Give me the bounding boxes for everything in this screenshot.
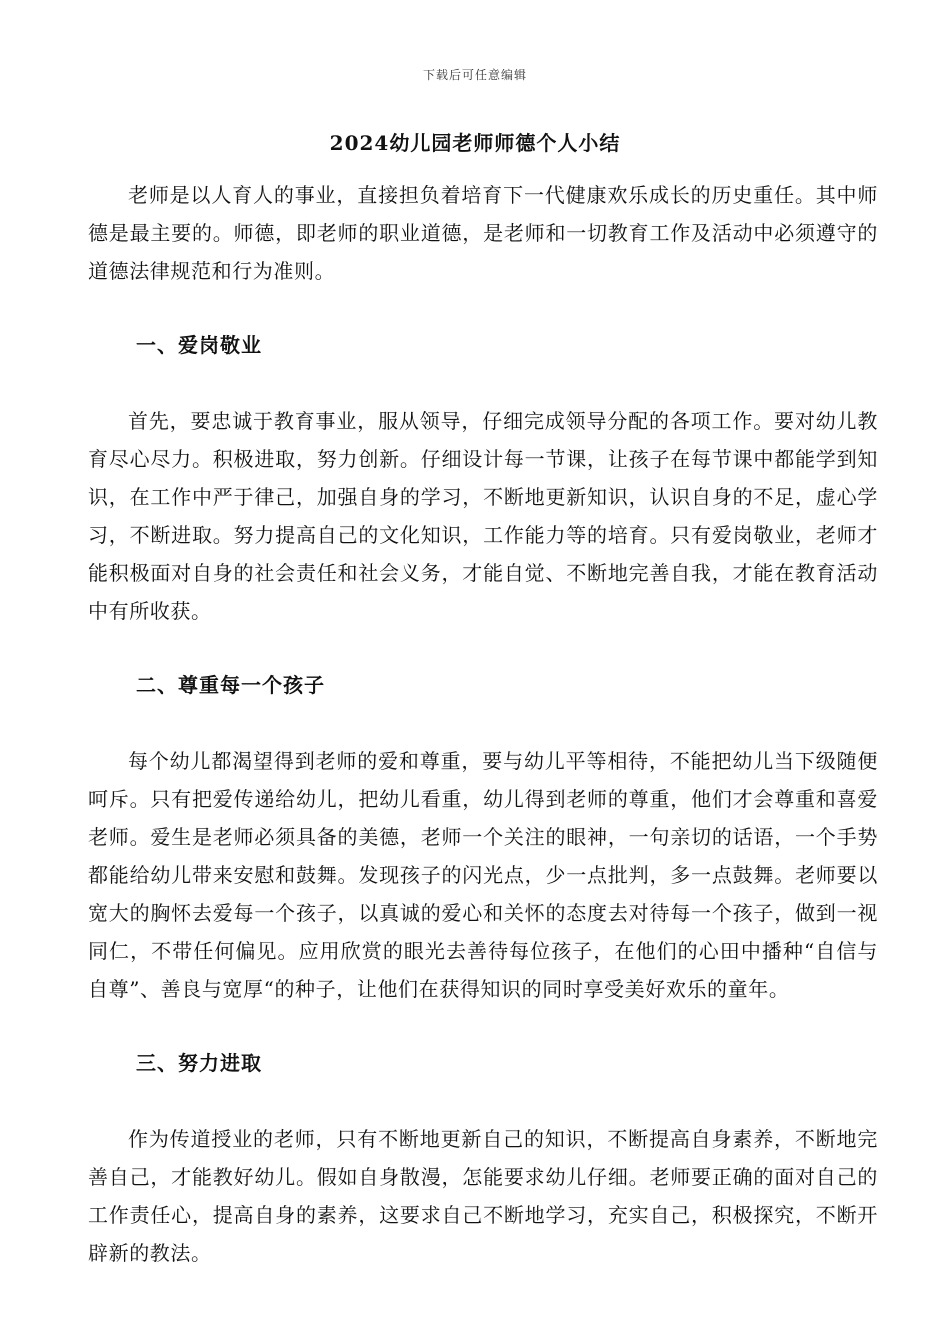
section-heading-3: 三、努力进取 [136, 1051, 262, 1075]
section-heading-1: 一、爱岗敬业 [136, 333, 262, 357]
section-body-1: 首先，要忠诚于教育事业，服从领导，仔细完成领导分配的各项工作。要对幼儿教育尽心尽力。积极进取，努力创新。仔细设计每一节课，让孩子在每节课中都能学到知识，在工作中严于律己，加强自身的学习，不断地更新知识，认识自身的不足，虚心学习，不断进取。努力提高自己的文化知识，工作能力等的培育。只有爱岗敬业，老师才能积极面对自身的社会责任和社会义务，才能自觉、不断地完善自我，才能在教育活动中有所收获。 [88, 409, 878, 623]
section-heading-2: 二、尊重每一个孩子 [136, 673, 325, 697]
intro-paragraph: 老师是以人育人的事业，直接担负着培育下一代健康欢乐成长的历史重任。其中师德是最主要的。师德，即老师的职业道德，是老师和一切教育工作及活动中必须遵守的道德法律规范和行为准则。 [88, 183, 878, 283]
section-body-2: 每个幼儿都渴望得到老师的爱和尊重，要与幼儿平等相待，不能把幼儿当下级随便呵斥。只有把爱传递给幼儿，把幼儿看重，幼儿得到老师的尊重，他们才会尊重和喜爱老师。爱生是老师必须具备的美德，老师一个关注的眼神，一句亲切的话语，一个手势都能给幼儿带来安慰和鼓舞。发现孩子的闪光点，少一点批判，多一点鼓舞。老师要以宽大的胸怀去爱每一个孩子，以真诚的爱心和关怀的态度去对待每一个孩子，做到一视同仁，不带任何偏见。应用欣赏的眼光去善待每位孩子，在他们的心田中播种“自信与自尊”、善良与宽厚“的种子，让他们在获得知识的同时享受美好欢乐的童年。 [88, 749, 878, 1001]
section-body-3: 作为传道授业的老师，只有不断地更新自己的知识，不断提高自身素养，不断地完善自己，才能教好幼儿。假如自身散漫，怎能要求幼儿仔细。老师要正确的面对自己的工作责任心，提高自身的素养，这要求自己不断地学习，充实自己，积极探究，不断开辟新的教法。 [88, 1127, 878, 1265]
document-body [88, 176, 878, 1272]
document-title: 2024幼儿园老师师德个人小结 [329, 131, 621, 155]
header-note: 下载后可任意编辑 [422, 68, 527, 82]
